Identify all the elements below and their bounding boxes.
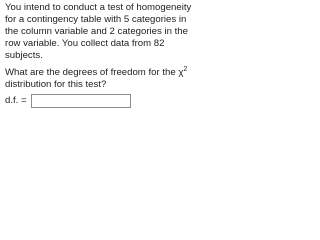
question-line: subjects. [5,50,43,61]
df-answer-input[interactable] [31,94,131,108]
prompt-text [5,64,197,91]
question-line: You intend to conduct a test of homogeneity [5,2,192,13]
question-text [5,2,197,62]
chi-square-superscript: 2 [183,66,188,73]
question-line: row variable. You collect data from 82 [5,38,165,49]
answer-row [5,93,131,109]
prompt-line: distribution for this test? [5,79,107,90]
question-line: for a contingency table with 5 categories in [5,14,187,25]
prompt-line-text: What are the degrees of freedom for the χ [5,67,184,78]
question-line: the column variable and 2 categories in the [5,26,188,37]
df-label: d.f. = [5,95,27,106]
prompt-line [5,64,197,79]
